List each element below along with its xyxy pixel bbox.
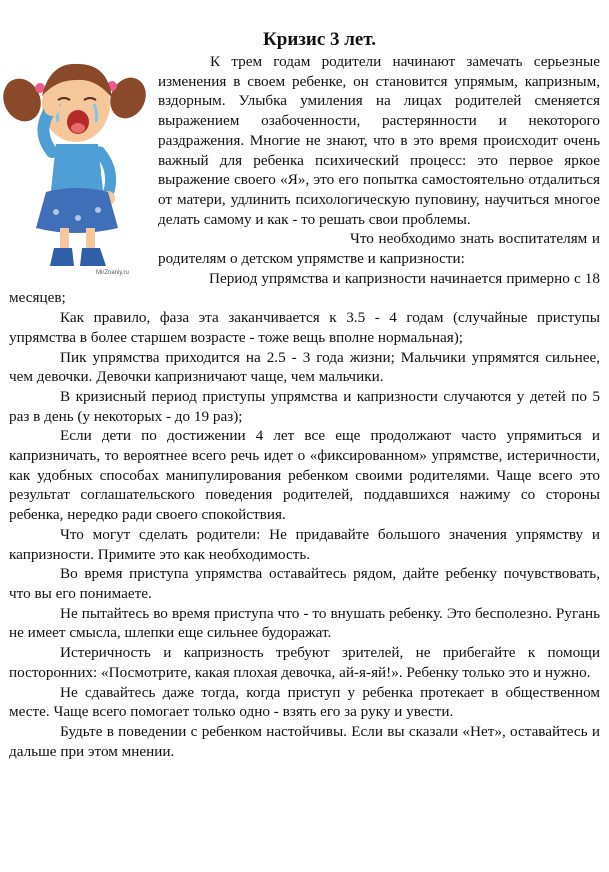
paragraph-question: Что необходимо знать воспитателям и родителям о детском упрямстве и капризности: <box>158 230 600 268</box>
paragraph: Во время приступа упрямства оставайтесь рядом, дайте ребенку почувствовать, что вы его понимаете. <box>9 565 600 602</box>
paragraph: Пик упрямства приходится на 2.5 - 3 года жизни; Мальчики упрямятся сильнее, чем девочки. Девочки капризничают чаще, чем мальчики. <box>9 348 600 386</box>
paragraph: Не пытайтесь во время приступа что - то внушать ребенку. Это бесполезно. Ругань не имеет смысла, шлепки еще сильнее будоражат. <box>9 604 600 642</box>
paragraph-intro: К трем годам родители начинают замечать серьезные изменения в своем ребенке, он становится упрямым, капризным, вздорным. Улыбка умиления на лицах родителей сменяется выражением озабоченности, растерянности и некоторого раздражения. Многие не знают, что в это время происходит очень важный для ребенка психический процесс: это первое яркое выражение своего «Я», это его попытка самостоятельно отдалиться от матери, удлинить психологическую пуповину, научиться многое делать самому и как - то решать свои проблемы. <box>158 53 600 228</box>
crying-girl-illustration <box>0 52 150 276</box>
paragraph: Если дети по достижении 4 лет все еще продолжают часто упрямиться и капризничать, то вероятнее всего речь идет о «фиксированном» упрямстве, истеричности, как удобных способах манипулирования ребенком своими родителями. Чаще всего это результат соглашательского поведения родителей, поддавшихся нажиму со стороны ребенка, нередко ради своего спокойствия. <box>9 427 600 524</box>
document-page <box>9 28 600 761</box>
paragraph: Что могут сделать родители: Не придавайте большого значения упрямству и капризности. Примите это как необходимость. <box>9 525 600 563</box>
crying-girl-icon <box>0 52 150 276</box>
paragraph: Как правило, фаза эта заканчивается к 3.5 - 4 годам (случайные приступы упрямства в более старшем возрасте - тоже вещь вполне нормальная); <box>9 309 600 346</box>
paragraph: Будьте в поведении с ребенком настойчивы. Если вы сказали «Нет», оставайтесь и дальше при этом мнении. <box>9 722 600 760</box>
paragraph: Истеричность и капризность требуют зрителей, не прибегайте к помощи посторонних: «Посмотрите, какая плохая девочка, ай-я-яй!». Ребенку только это и нужно. <box>9 644 600 681</box>
paragraph: Не сдавайтесь даже тогда, когда приступ у ребенка протекает в общественном месте. Чаще всего помогает только одно - взять его за руку и увести. <box>9 683 600 721</box>
paragraph: Период упрямства и капризности начинается примерно с 18 месяцев; <box>9 269 600 307</box>
image-watermark: MirZnaniy.ru <box>96 270 129 276</box>
page-title: Кризис 3 лет. <box>262 29 377 50</box>
paragraph: В кризисный период приступы упрямства и капризности случаются у детей по 5 раз в день (у некоторых - до 19 раз); <box>9 387 600 425</box>
